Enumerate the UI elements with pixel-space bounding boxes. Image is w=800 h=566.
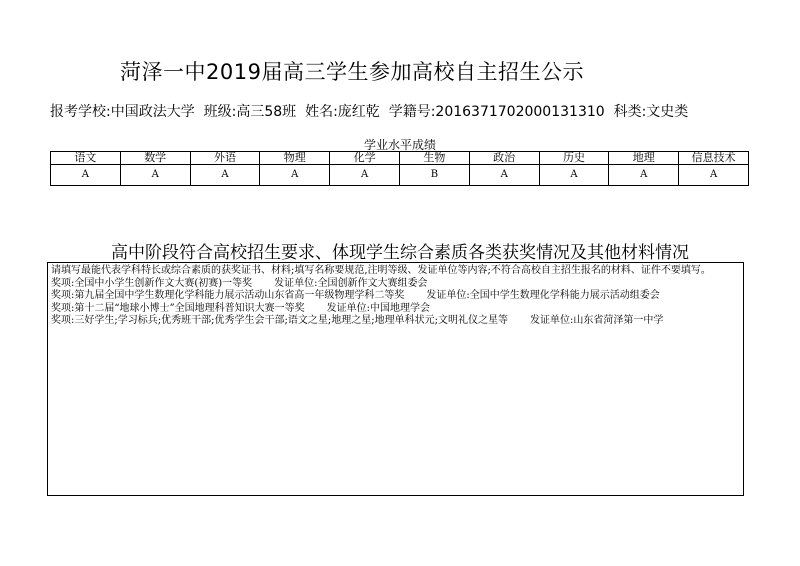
subject-cell: 信息技术	[679, 152, 749, 165]
award-item	[51, 303, 740, 316]
grade-cell: A	[260, 165, 330, 186]
award-item	[51, 278, 740, 291]
class-label: 班级:	[203, 104, 237, 120]
school-label: 报考学校:	[50, 104, 111, 120]
award-issuer: 发证单位:全国中学生数理化学科能力展示活动组委会	[426, 290, 660, 301]
award-name: 奖项:第九届全国中学生数理化学科能力展示活动山东省高一年级物理学科二等奖	[51, 290, 405, 301]
subject-cell: 地理	[609, 152, 679, 165]
subject-cell: 物理	[260, 152, 330, 165]
id-label: 学籍号:	[388, 104, 436, 120]
award-name: 奖项:三好学生;学习标兵;优秀班干部;优秀学生会干部;语文之星;地理之星;地理单科状元;文明礼仪之星等	[51, 315, 508, 326]
award-issuer: 发证单位:中国地理学会	[326, 302, 430, 314]
award-name: 奖项:全国中小学生创新作文大赛(初赛)一等奖	[51, 277, 253, 289]
awards-instruction: 请填写最能代表学科特长或综合素质的获奖证书、材料;填写名称要规范,注明等级、发证单位等内容;不符合高校自主招生报名的材料、证件不要填写。	[51, 265, 711, 276]
grade-cell: A	[469, 165, 539, 186]
category-value: 文史类	[646, 104, 689, 120]
award-name: 奖项:第十二届“地球小博士”全国地理科普知识大赛一等奖	[51, 302, 305, 314]
school-value: 中国政法大学	[110, 104, 195, 120]
class-value: 高三58班	[236, 104, 297, 120]
subject-cell: 外语	[190, 152, 260, 165]
name-label: 姓名:	[305, 104, 338, 120]
name-value: 庞红乾	[337, 104, 380, 120]
scores-table	[50, 151, 749, 186]
scores-title: 学业水平成绩	[363, 138, 436, 152]
subject-cell: 语文	[51, 152, 121, 165]
grade-cell: A	[539, 165, 609, 186]
grade-cell: A	[120, 165, 190, 186]
grades-row	[51, 165, 749, 186]
grade-cell: B	[399, 165, 469, 186]
subject-cell: 数学	[120, 152, 190, 165]
student-info	[50, 101, 750, 123]
award-item	[51, 290, 740, 303]
grade-cell: A	[51, 165, 121, 186]
subject-cell: 政治	[469, 152, 539, 165]
page-title: 菏泽一中2019届高三学生参加高校自主招生公示	[120, 60, 584, 84]
grade-cell: A	[190, 165, 260, 186]
subject-cell: 生物	[399, 152, 469, 165]
id-value: 2016371702000131310	[435, 104, 605, 120]
awards-title: 高中阶段符合高校招生要求、体现学生综合素质各类获奖情况及其他材料情况	[111, 243, 689, 263]
award-issuer: 发证单位:山东省菏泽第一中学	[529, 315, 664, 326]
grade-cell: A	[679, 165, 749, 186]
award-issuer: 发证单位:全国创新作文大赛组委会	[274, 277, 428, 289]
subject-cell: 历史	[539, 152, 609, 165]
grade-cell: A	[609, 165, 679, 186]
award-item	[51, 315, 740, 328]
subject-cell: 化学	[330, 152, 400, 165]
category-label: 科类:	[613, 104, 647, 120]
subjects-row	[51, 152, 749, 165]
awards-box	[47, 262, 744, 496]
grade-cell: A	[330, 165, 400, 186]
